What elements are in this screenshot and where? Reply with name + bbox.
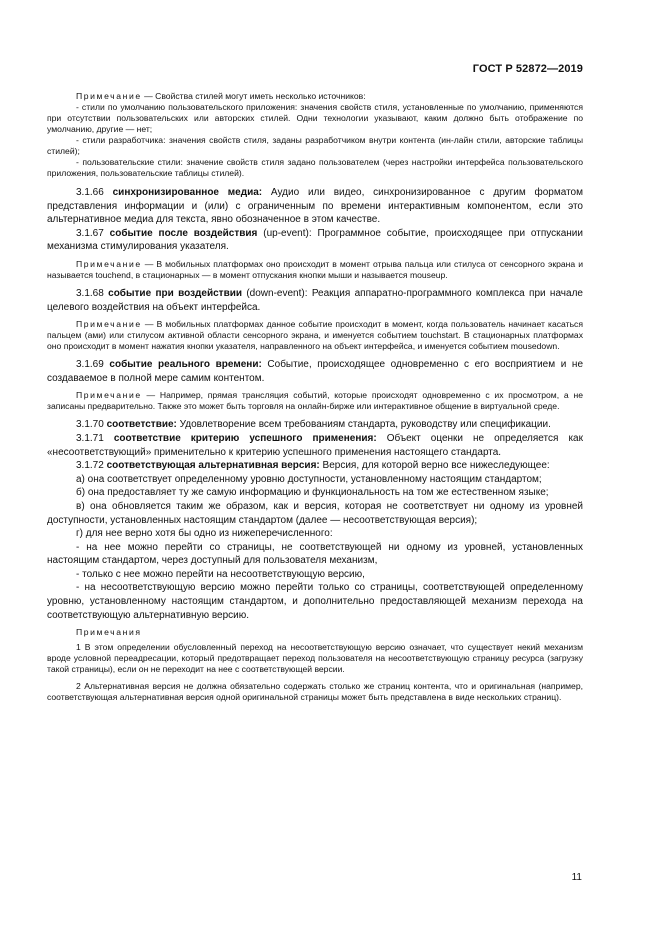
note-item: - стили разработчика: значения свойств стиля, заданы разработчиком внутри контента (ин-лайн стили, авторские таблицы стилей); (47, 135, 583, 156)
standard-header: ГОСТ Р 52872—2019 (472, 63, 583, 75)
term-3-1-68: 3.1.68 событие при воздействии (down-event): Реакция аппаратно-программного комплекса при начале целевого воздействия на объект интерфейса. (47, 287, 583, 313)
term-3-1-67: 3.1.67 событие после воздействия (up-event): Программное событие, происходящее при отпускании механизма стимулирования указателя. (47, 227, 583, 253)
note-down-event: Примечание — В мобильных платформах данное событие происходит в момент, когда пользователь начинает касаться пальцем (ами) или стилусом активной области сенсорного экрана, и именуется событием touchstart. В стационарных платформах оно происходит в момент нажатия кнопки указателя, направленного на объект интерфейса, и именуется событием mousedown. (47, 319, 583, 352)
list-item: г) для нее верно хотя бы одно из нижеперечисленного: (76, 528, 333, 540)
note-item: - пользовательские стили: значение свойств стиля задано пользователем (через настройки интерфейса пользовательского приложения, пользовательские таблицы стилей). (47, 157, 583, 178)
note-realtime: Примечание — Например, прямая трансляция событий, которые происходят одновременно с их просмотром, а не записаны предварительно. Также это может быть торговля на онлайн-бирже или интерактивное общение в виртуальной среде. (47, 390, 583, 412)
list-item: а) она соответствует определенному уровню доступности, установленному настоящим стандартом; (76, 473, 542, 485)
note-up-event: Примечание — В мобильных платформах оно происходит в момент отрыва пальца или стилуса от сенсорного экрана и называется touchend, в стационарных — в момент отпускания кнопки мыши и называется mouseup. (47, 258, 583, 280)
term-3-1-66: 3.1.66 синхронизированное медиа: Аудио или видео, синхронизированное с другим форматом представления информации и (или) с ограниченным по времени интерактивным компонентом, если это альтернативное медиа для текста, явно обозначенное в этом качестве. (47, 187, 583, 226)
page-number: 11 (571, 872, 582, 883)
list-item: в) она обновляется таким же образом, как и версия, которая не соответствует ни одному из уровней доступности, установленных настоящим стандартом (далее — несоответствующая версия); (47, 500, 583, 526)
list-item: - на несоответствующую версию можно перейти только со страницы, соответствующей определенному уровню, установленному настоящим стандартом, и дополнительно предоставляющей механизм перехода на соответствующую альтернативную версию. (47, 582, 583, 621)
note-styles: Примечание — Свойства стилей могут иметь несколько источников: (76, 91, 366, 101)
list-item: - на нее можно перейти со страницы, не соответствующей ни одному из уровней, установленных настоящим стандартом, через доступный для пользователя механизм, (47, 541, 583, 567)
term-3-1-72: 3.1.72 соответствующая альтернативная версия: Версия, для которой верно все нижеследующее: (76, 460, 550, 472)
list-item: - только с нее можно перейти на несоответствующую версию, (76, 568, 365, 580)
note-item: - стили по умолчанию пользовательского приложения: значения свойств стиля, установленные по умолчанию, применяются при отсутствии пользовательских или авторских стилей. Одни технологии указывают, каким должно быть отображение по умолчанию, другие — нет; (47, 102, 583, 134)
page-content (47, 91, 583, 709)
note-1: 1 В этом определении обусловленный переход на несоответствующую версию означает, что существует некий механизм вроде условной переадресации, который предотвращает переход пользователя на несоответствующую страницу ресурса (загрузку такой страницы), если он не переходит на нее с соответствующей версии. (47, 642, 583, 675)
term-3-1-70: 3.1.70 соответствие: Удовлетворение всем требованиям стандарта, руководству или спецификации. (76, 419, 551, 431)
list-item: б) она предоставляет ту же самую информацию и функциональность на том же естественном языке; (76, 487, 549, 499)
notes-heading: Примечания (76, 627, 142, 638)
term-3-1-71: 3.1.71 соответствие критерию успешного применения: Объект оценки не определяется как «несоответствующий» применительно к критерию успешного применения настоящего стандарта. (47, 432, 583, 458)
note-2: 2 Альтернативная версия не должна обязательно содержать столько же страниц контента, что и оригинальная (например, соответствующая альтернативная версия одной оригинальной страницы может быть представлена в виде нескольких страниц). (47, 681, 583, 703)
term-3-1-69: 3.1.69 событие реального времени: Событие, происходящее одновременно с его восприятием и не создаваемое в полной мере самим контентом. (47, 359, 584, 384)
